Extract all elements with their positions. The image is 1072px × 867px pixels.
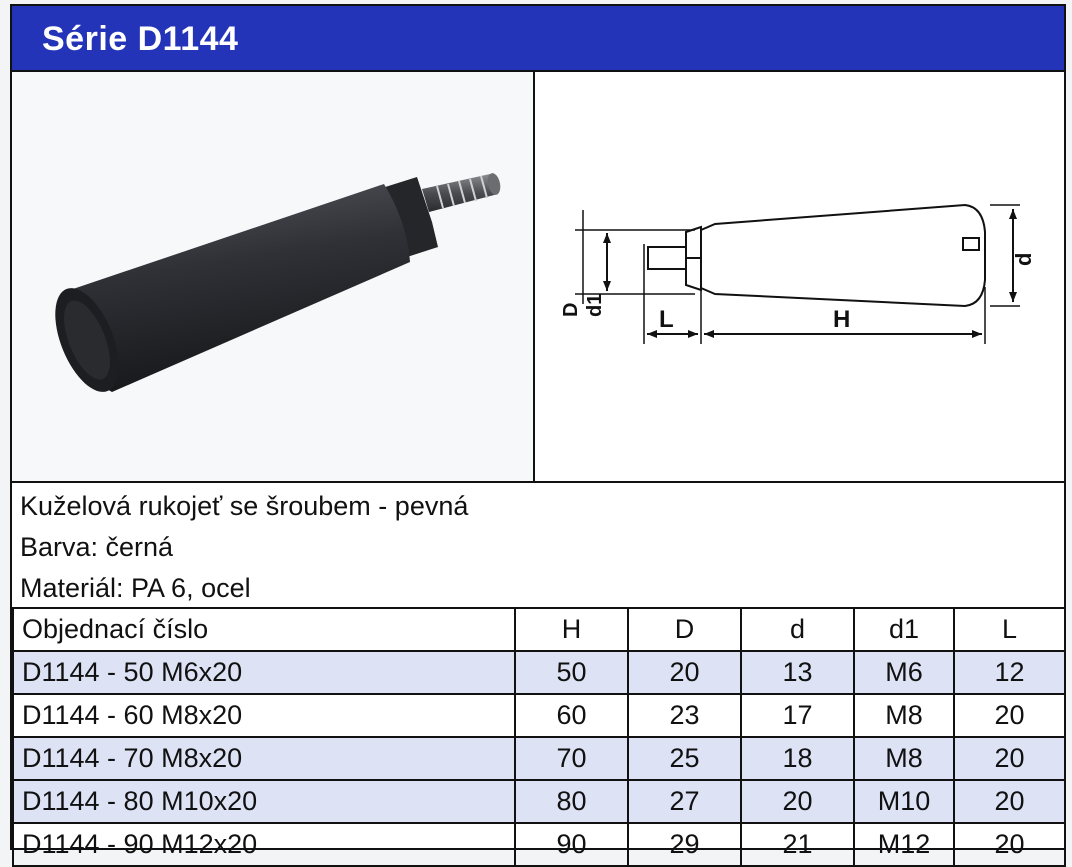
cell-L: 12 xyxy=(954,651,1065,694)
cell-H: 80 xyxy=(515,780,628,823)
table-row xyxy=(13,823,1065,866)
cell-H: 50 xyxy=(515,651,628,694)
cell-d: 17 xyxy=(741,694,854,737)
dim-L-label: L xyxy=(659,306,674,333)
cell-d: 21 xyxy=(741,823,854,866)
cell-L: 20 xyxy=(954,780,1065,823)
cell-order-number: D1144 - 50 M6x20 xyxy=(13,651,515,694)
table-row xyxy=(13,694,1065,737)
col-header-d: d xyxy=(741,608,854,651)
product-photo xyxy=(12,70,535,481)
cell-D: 27 xyxy=(628,780,741,823)
cell-d: 18 xyxy=(741,737,854,780)
table-row xyxy=(13,651,1065,694)
cell-d1: M12 xyxy=(854,823,954,866)
cell-order-number: D1144 - 80 M10x20 xyxy=(13,780,515,823)
cell-D: 29 xyxy=(628,823,741,866)
cell-L: 20 xyxy=(954,737,1065,780)
product-color: Barva: černá xyxy=(20,532,174,562)
dim-H-label: H xyxy=(833,306,851,333)
col-header-D: D xyxy=(628,608,741,651)
cell-d1: M8 xyxy=(854,737,954,780)
col-header-H: H xyxy=(515,608,628,651)
cell-d1: M8 xyxy=(854,694,954,737)
spec-table xyxy=(12,607,1066,867)
dim-d-label: d xyxy=(1011,252,1036,266)
cell-D: 23 xyxy=(628,694,741,737)
cell-order-number: D1144 - 90 M12x20 xyxy=(13,823,515,866)
table-row xyxy=(13,737,1065,780)
handle-illustration xyxy=(12,72,533,481)
cell-order-number: D1144 - 70 M8x20 xyxy=(13,737,515,780)
cell-H: 70 xyxy=(515,737,628,780)
threaded-stud xyxy=(422,172,502,212)
cell-L: 20 xyxy=(954,823,1065,866)
cell-D: 25 xyxy=(628,737,741,780)
series-banner xyxy=(12,6,1064,70)
col-header-L: L xyxy=(954,608,1065,651)
dim-D-label: D xyxy=(560,302,582,317)
cell-L: 20 xyxy=(954,694,1065,737)
product-description: Kuželová rukojeť se šroubem - pevná xyxy=(20,491,469,521)
product-material: Materiál: PA 6, ocel xyxy=(20,573,251,603)
table-row xyxy=(13,780,1065,823)
dimension-drawing xyxy=(535,72,1064,481)
cell-H: 90 xyxy=(515,823,628,866)
cell-d1: M6 xyxy=(854,651,954,694)
cell-d: 13 xyxy=(741,651,854,694)
cell-order-number: D1144 - 60 M8x20 xyxy=(13,694,515,737)
col-header-order-number: Objednací číslo xyxy=(13,608,515,651)
table-header-row xyxy=(13,608,1065,651)
tapered-body xyxy=(70,184,410,392)
cell-d1: M10 xyxy=(854,780,954,823)
product-info xyxy=(12,481,1064,607)
col-header-d1: d1 xyxy=(854,608,954,651)
cell-D: 20 xyxy=(628,651,741,694)
series-title: Série D1144 xyxy=(42,20,239,58)
cell-d: 20 xyxy=(741,780,854,823)
dim-d1-label: d1 xyxy=(584,293,606,317)
technical-drawing xyxy=(535,70,1064,481)
product-sheet xyxy=(10,4,1066,859)
cell-H: 60 xyxy=(515,694,628,737)
